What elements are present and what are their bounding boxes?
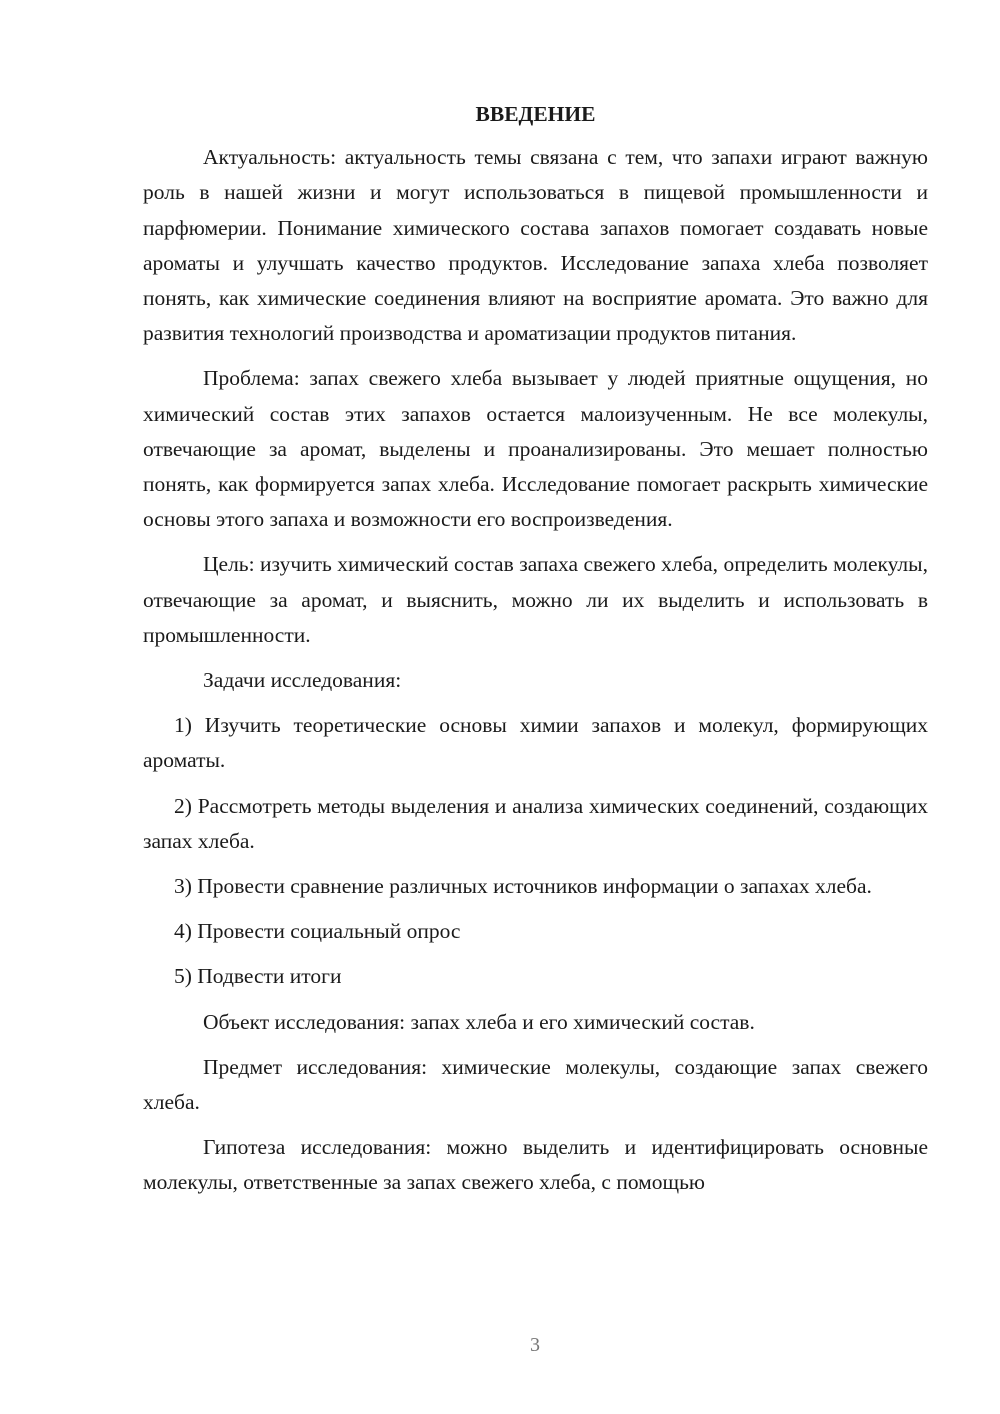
- relevance-paragraph: Актуальность: актуальность темы связана с тем, что запахи играют важную роль в нашей жизни и могут использоваться в пищевой промышленности и парфюмерии. Понимание химического состава запахов помогает создавать новые ароматы и улучшать качество продуктов. Исследование запаха хлеба позволяет понять, как химические соединения влияют на восприятие аромата. Это важно для развития технологий производства и ароматизации продуктов питания.: [143, 145, 928, 346]
- task-item-5: 5) Подвести итоги: [174, 964, 342, 989]
- goal-paragraph: Цель: изучить химический состав запаха свежего хлеба, определить молекулы, отвечающие за аромат, и выяснить, можно ли их выделить и использовать в промышленности.: [143, 552, 928, 647]
- page-number: 3: [530, 1334, 540, 1356]
- task-item-1: 1) Изучить теоретические основы химии запахов и молекул, формирующих ароматы.: [143, 713, 928, 773]
- object-paragraph: Объект исследования: запах хлеба и его химический состав.: [203, 1009, 755, 1034]
- document-body: [143, 97, 928, 1211]
- task-item-4: 4) Провести социальный опрос: [174, 919, 461, 944]
- section-title: ВВЕДЕНИЕ: [475, 102, 596, 126]
- tasks-heading: Задачи исследования:: [203, 668, 402, 693]
- task-item-3: 3) Провести сравнение различных источников информации о запахах хлеба.: [174, 874, 872, 899]
- task-item-2: 2) Рассмотреть методы выделения и анализа химических соединений, создающих запах хлеба.: [143, 793, 928, 853]
- hypothesis-paragraph: Гипотеза исследования: можно выделить и идентифицировать основные молекулы, ответственные за запах свежего хлеба, с помощью: [143, 1135, 928, 1195]
- subject-paragraph: Предмет исследования: химические молекулы, создающие запах свежего хлеба.: [143, 1054, 928, 1115]
- problem-paragraph: Проблема: запах свежего хлеба вызывает у людей приятные ощущения, но химический состав этих запахов остается малоизученным. Не все молекулы, отвечающие за аромат, выделены и проанализированы. Это мешает полностью понять, как формируется запах хлеба. Исследование помогает раскрыть химические основы этого запаха и возможности его воспроизведения.: [143, 366, 928, 532]
